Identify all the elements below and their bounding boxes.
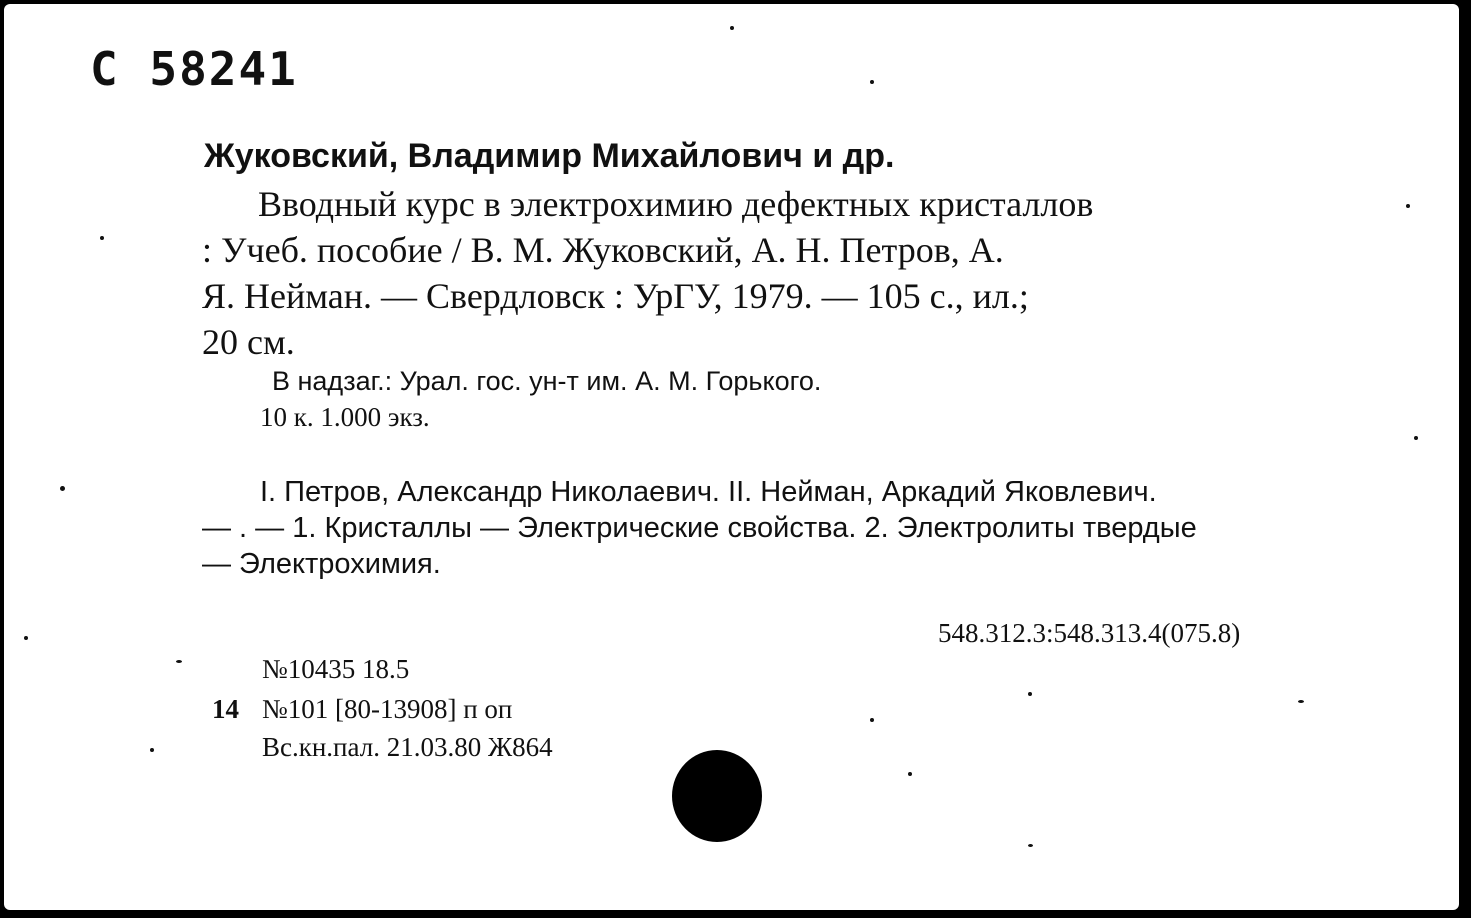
dust-speck [730, 26, 734, 30]
note-line-2: 10 к. 1.000 экз. [260, 402, 430, 432]
dust-speck [1028, 692, 1032, 696]
dust-speck [1406, 204, 1410, 208]
tracing-line-3: — Электрохимия. [202, 548, 441, 580]
dust-speck [1298, 700, 1304, 703]
dust-speck [870, 80, 874, 84]
classification-code: 548.312.3:548.313.4(075.8) [938, 618, 1241, 648]
dust-speck [870, 718, 874, 722]
dust-speck [100, 236, 104, 240]
dust-speck [1414, 436, 1418, 440]
production-line-3: Вс.кн.пал. 21.03.80 Ж864 [262, 732, 553, 762]
catalog-card [4, 4, 1459, 910]
dust-speck [150, 748, 154, 752]
dust-speck [908, 772, 912, 776]
description-line-3: Я. Нейман. — Свердловск : УрГУ, 1979. — 105 с., ил.; [202, 276, 1029, 316]
punch-hole [672, 750, 762, 842]
description-line-2: : Учеб. пособие / В. М. Жуковский, А. Н. Петров, А. [202, 230, 1004, 270]
note-line-1: В надзаг.: Урал. гос. ун-т им. А. М. Горького. [272, 366, 822, 396]
tracing-line-1: I. Петров, Александр Николаевич. II. Нейман, Аркадий Яковлевич. [260, 476, 1157, 508]
description-line-1: Вводный курс в электрохимию дефектных кристаллов [258, 184, 1094, 224]
dust-speck [1028, 844, 1033, 847]
dust-speck [176, 660, 182, 663]
production-line-1: №10435 18.5 [262, 654, 410, 684]
call-number: С 58241 [90, 42, 298, 96]
production-line-2-prefix: 14 [212, 694, 239, 724]
dust-speck [24, 636, 28, 640]
tracing-line-2: — . — 1. Кристаллы — Электрические свойства. 2. Электролиты твердые [202, 512, 1197, 544]
production-line-2: №101 [80-13908] п оп [262, 694, 513, 724]
dust-speck [60, 486, 65, 491]
author-heading: Жуковский, Владимир Михайлович и др. [204, 137, 895, 175]
description-line-4: 20 см. [202, 322, 295, 362]
